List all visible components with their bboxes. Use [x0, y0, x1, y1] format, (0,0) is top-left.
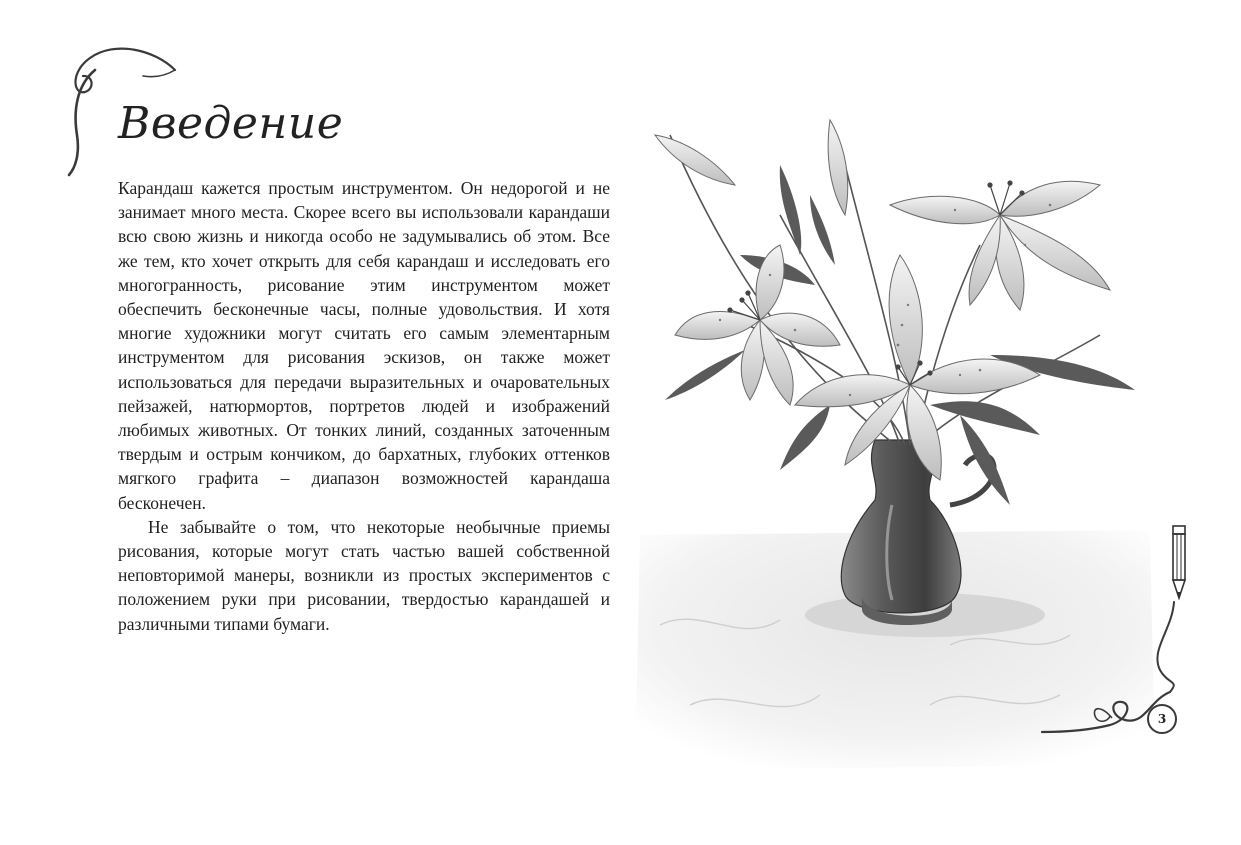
body-paragraph: Карандаш кажется простым инструментом. Он недорогой и не занимает много места. Скорее всего вы использовали карандаши всю свою жизнь и никогда особо не задумывались об этом. Все же тем, кто хочет открыть для себя карандаш и исследовать его многогранность, рисование этим инструментом может обеспечить бесконечные часы, полные удовольствия. И хотя многие художники могут считать его самым элементарным инструментом для рисования эскизов, он также может использоваться для передачи выразительных и очаровательных пейзажей, натюрмортов, портретов людей и изображений любимых животных. От тонких линий, созданных заточенным твердым и острым кончиком, до бархатных, глубоких оттенков мягкого графита – диапазон возможностей карандаша бесконечен.: [118, 178, 610, 513]
body-text: [118, 176, 610, 636]
page-number: 3: [1147, 704, 1177, 734]
jug-body: [841, 440, 961, 613]
flower-stems: [670, 135, 1100, 445]
chapter-title: Введение: [118, 98, 344, 149]
body-paragraph: Не забывайте о том, что некоторые необычные приемы рисования, которые могут стать частью вашей собственной неповторимой манеры, возникли из простых экспериментов с положением руки при рисовании, твердостью карандашей и различными типами бумаги.: [118, 516, 610, 634]
lily-blossoms: [655, 120, 1110, 480]
pencil-icon: [1165, 522, 1193, 604]
